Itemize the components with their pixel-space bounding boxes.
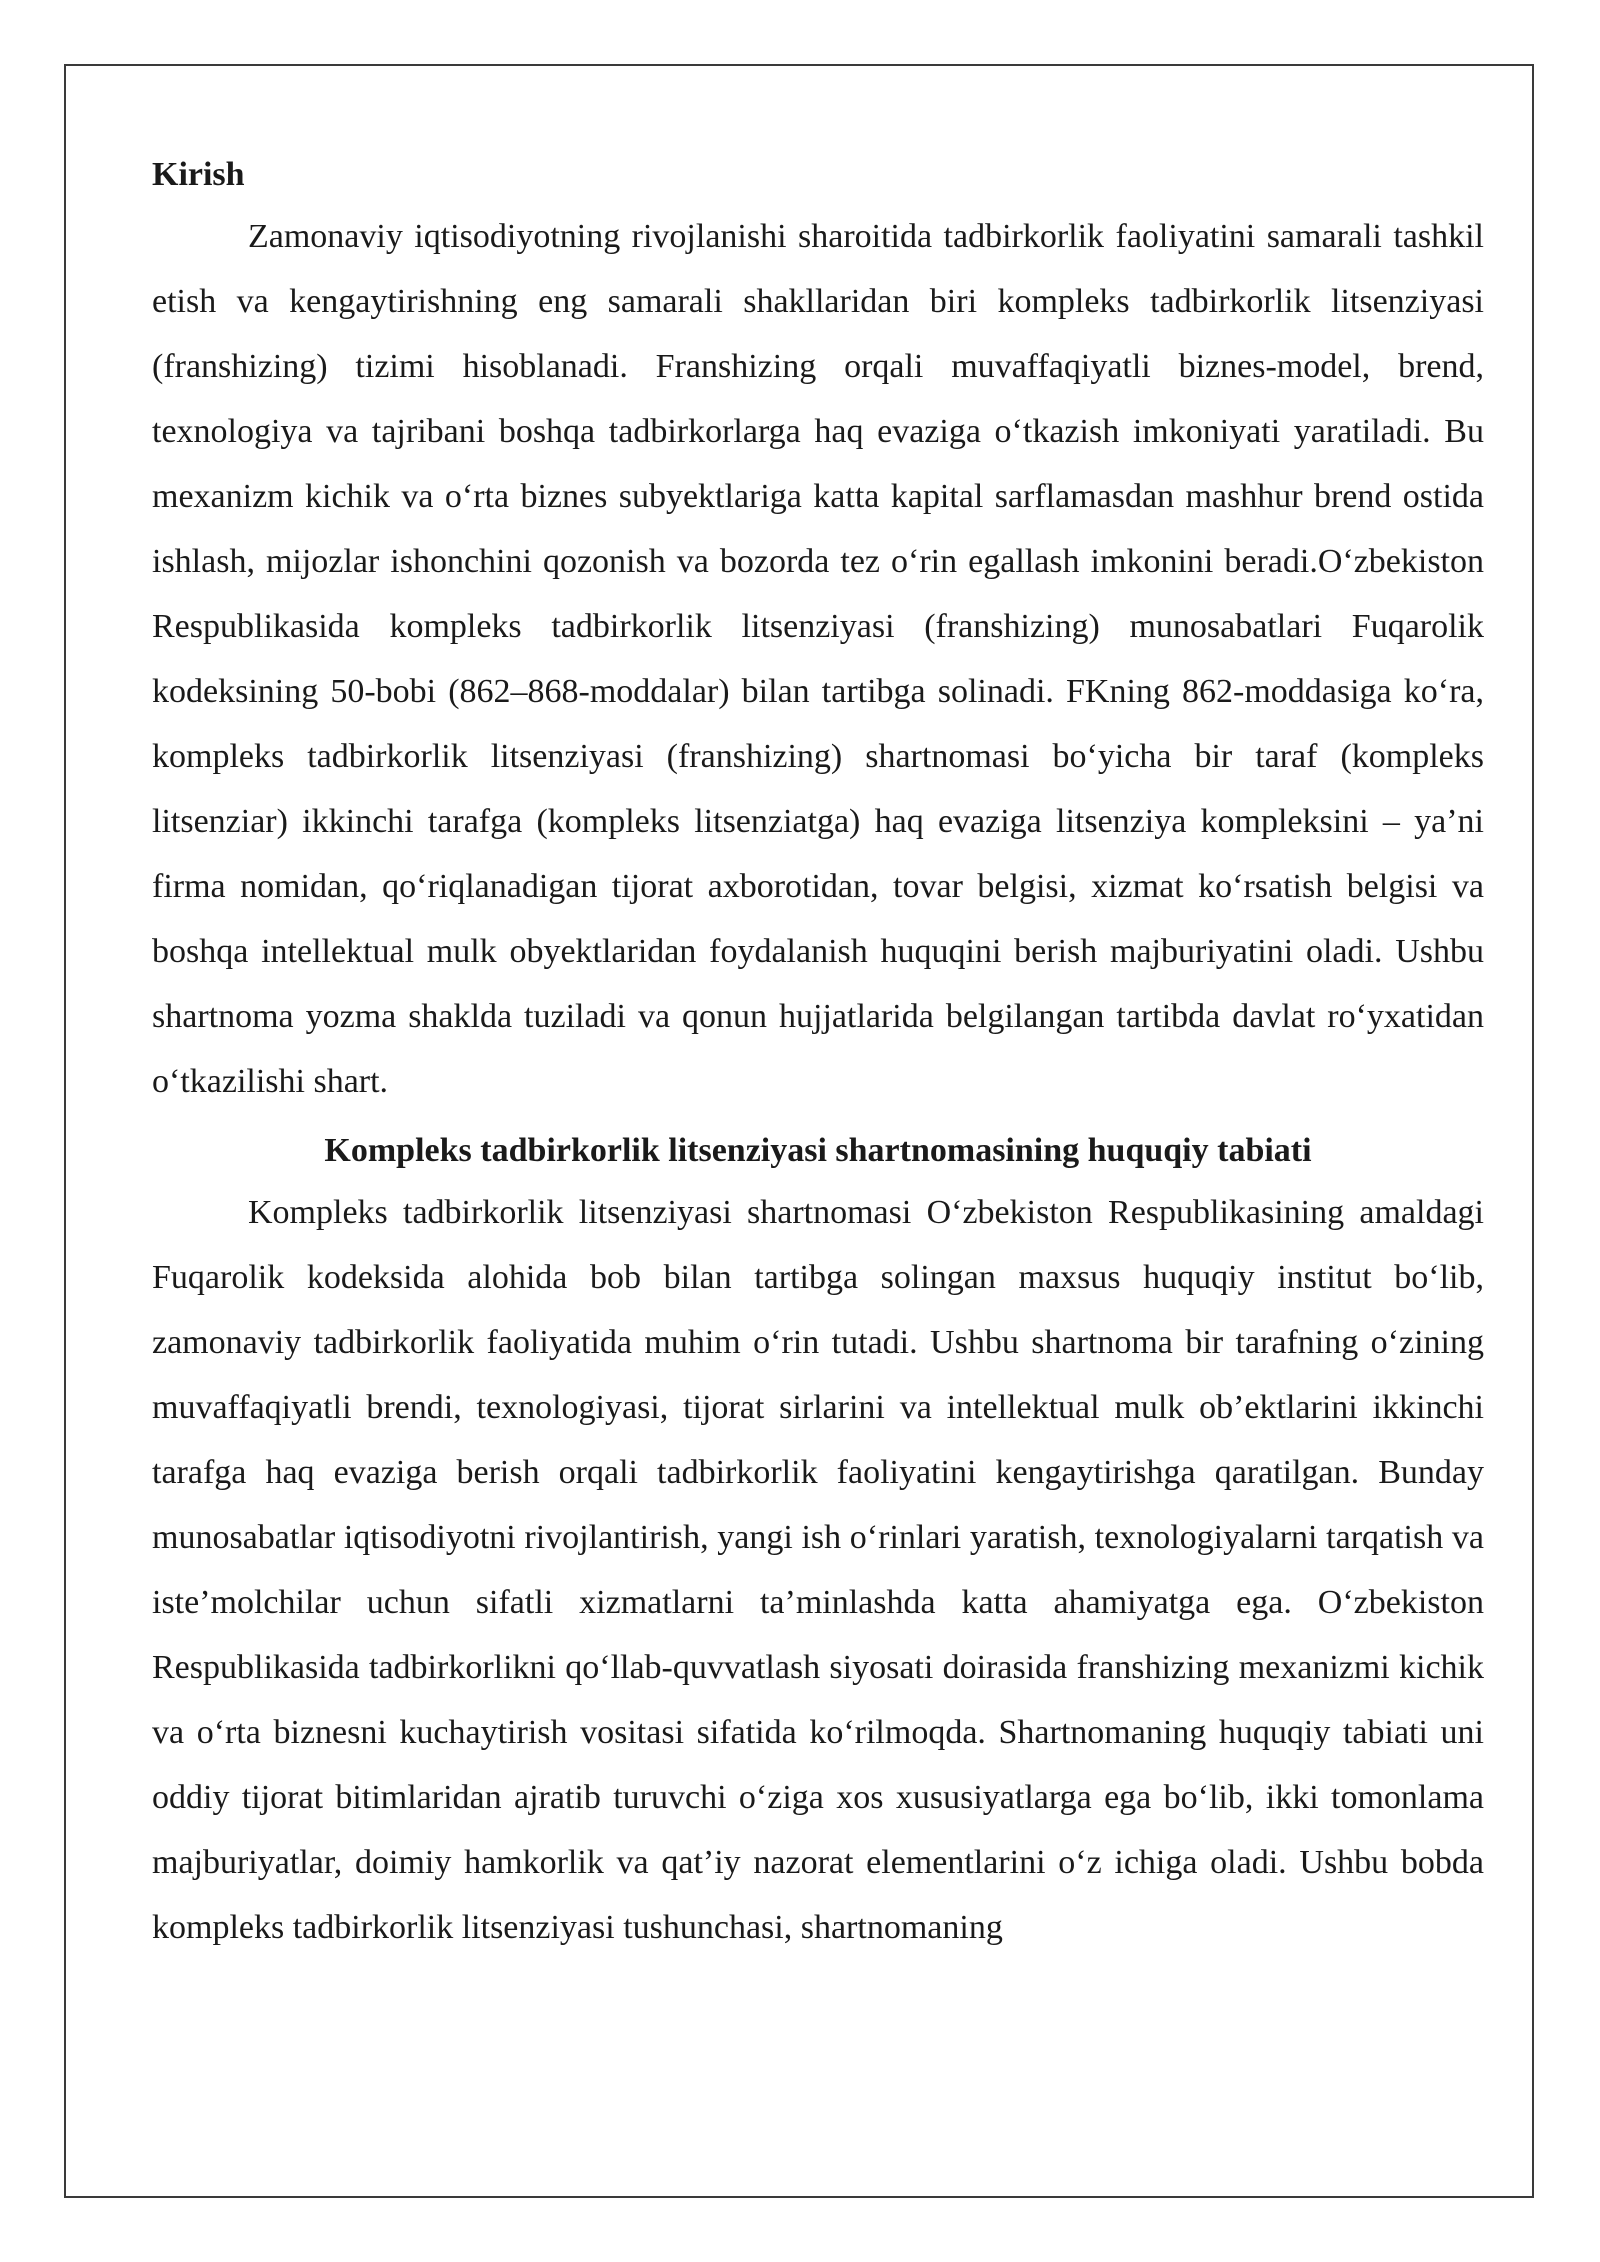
document-body — [152, 145, 1484, 1960]
section-paragraph: Kompleks tadbirkorlik litsenziyasi shartnomasi O‘zbekiston Respublikasining amaldagi Fuqarolik kodeksida alohida bob bilan tartibga solingan maxsus huquqiy institut bo‘lib, zamonaviy tadbirkorlik faoliyatida muhim o‘rin tutadi. Ushbu shartnoma bir tarafning o‘zining muvaffaqiyatli brendi, texnologiyasi, tijorat sirlarini va intellektual mulk ob’ektlarini ikkinchi tarafga haq evaziga berish orqali tadbirkorlik faoliyatini kengaytirishga qaratilgan. Bunday munosabatlar iqtisodiyotni rivojlantirish, yangi ish o‘rinlari yaratish, texnologiyalarni tarqatish va iste’molchilar uchun sifatli xizmatlarni ta’minlashda katta ahamiyatga ega. O‘zbekiston Respublikasida tadbirkorlikni qo‘llab-quvvatlash siyosati doirasida franshizing mexanizmi kichik va o‘rta biznesni kuchaytirish vositasi sifatida ko‘rilmoqda. Shartnomaning huquqiy tabiati uni oddiy tijorat bitimlaridan ajratib turuvchi o‘ziga xos xususiyatlarga ega bo‘lib, ikki tomonlama majburiyatlar, doimiy hamkorlik va qat’iy nazorat elementlarini o‘z ichiga oladi. Ushbu bobda kompleks tadbirkorlik litsenziyasi tushunchasi, shartnomaning — [152, 1194, 1484, 1946]
section-heading: Kompleks tadbirkorlik litsenziyasi shartnomasining huquqiy tabiati — [324, 1132, 1312, 1169]
intro-paragraph: Zamonaviy iqtisodiyotning rivojlanishi sharoitida tadbirkorlik faoliyatini samarali tashkil etish va kengaytirishning eng samarali shakllaridan biri kompleks tadbirkorlik litsenziyasi (franshizing) tizimi hisoblanadi. Franshizing orqali muvaffaqiyatli biznes-model, brend, texnologiya va tajribani boshqa tadbirkorlarga haq evaziga o‘tkazish imkoniyati yaratiladi. Bu mexanizm kichik va o‘rta biznes subyektlariga katta kapital sarflamasdan mashhur brend ostida ishlash, mijozlar ishonchini qozonish va bozorda tez o‘rin egallash imkonini beradi.O‘zbekiston Respublikasida kompleks tadbirkorlik litsenziyasi (franshizing) munosabatlari Fuqarolik kodeksining 50-bobi (862–868-moddalar) bilan tartibga solinadi. FKning 862-moddasiga ko‘ra, kompleks tadbirkorlik litsenziyasi (franshizing) shartnomasi bo‘yicha bir taraf (kompleks litsenziar) ikkinchi tarafga (kompleks litsenziatga) haq evaziga litsenziya kompleksini – ya’ni firma nomidan, qo‘riqlanadigan tijorat axborotidan, tovar belgisi, xizmat ko‘rsatish belgisi va boshqa intellektual mulk obyektlaridan foydalanish huquqini berish majburiyatini oladi. Ushbu shartnoma yozma shaklda tuziladi va qonun hujjatlarida belgilangan tartibda davlat ro‘yxatidan o‘tkazilishi shart. — [152, 218, 1484, 1100]
intro-heading: Kirish — [152, 156, 245, 193]
